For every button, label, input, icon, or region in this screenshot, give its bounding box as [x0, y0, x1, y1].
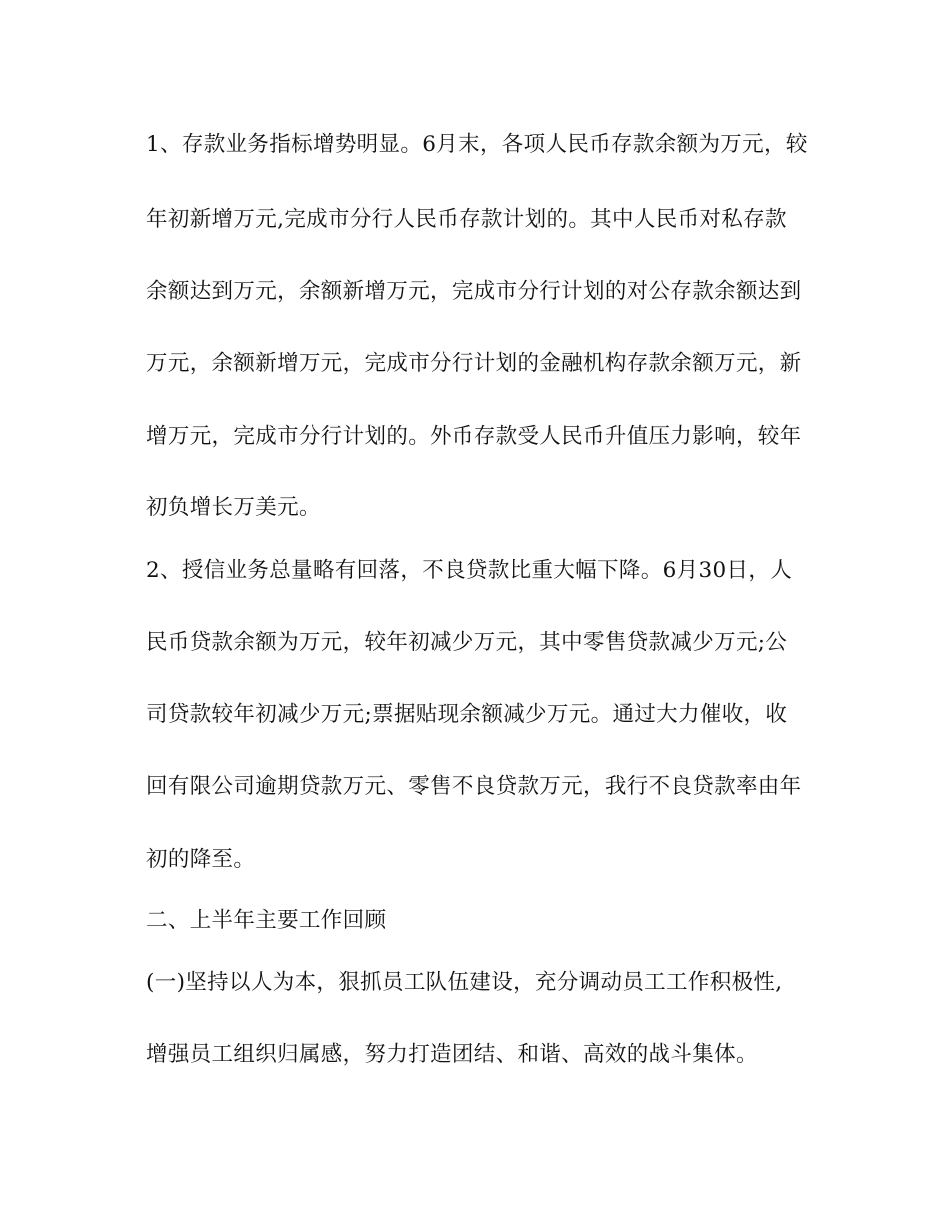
text-line: 余额达到万元，余额新增万元，完成市分行计划的对公存款余额达到 — [146, 279, 802, 304]
text-line: 1、存款业务指标增势明显。6月末，各项人民币存款余额为万元，较 — [146, 132, 808, 157]
text-line: (一)坚持以人为本，狠抓员工队伍建设，充分调动员工工作积极性, — [146, 970, 783, 995]
text-line: 增强员工组织归属感，努力打造团结、和谐、高效的战斗集体。 — [146, 1042, 758, 1067]
text-line: 民币贷款余额为万元，较年初减少万元，其中零售贷款减少万元;公 — [146, 630, 788, 655]
section-heading: 二、上半年主要工作回顾 — [146, 908, 387, 933]
text-line: 年初新增万元,完成市分行人民币存款计划的。其中人民币对私存款 — [146, 207, 787, 232]
text-line: 万元，余额新增万元，完成市分行计划的金融机构存款余额万元，新 — [146, 351, 802, 376]
text-line: 增万元，完成市分行计划的。外币存款受人民币升值压力影响，较年 — [146, 424, 802, 449]
text-line: 初负增长万美元。 — [146, 495, 321, 520]
text-line: 初的降至。 — [146, 847, 256, 872]
text-line: 司贷款较年初减少万元;票据贴现余额减少万元。通过大力催收，收 — [146, 702, 788, 727]
text-line: 回有限公司逾期贷款万元、零售不良贷款万元，我行不良贷款率由年 — [146, 774, 802, 799]
text-line: 2、授信业务总量略有回落，不良贷款比重大幅下降。6月30日，人 — [146, 558, 793, 583]
